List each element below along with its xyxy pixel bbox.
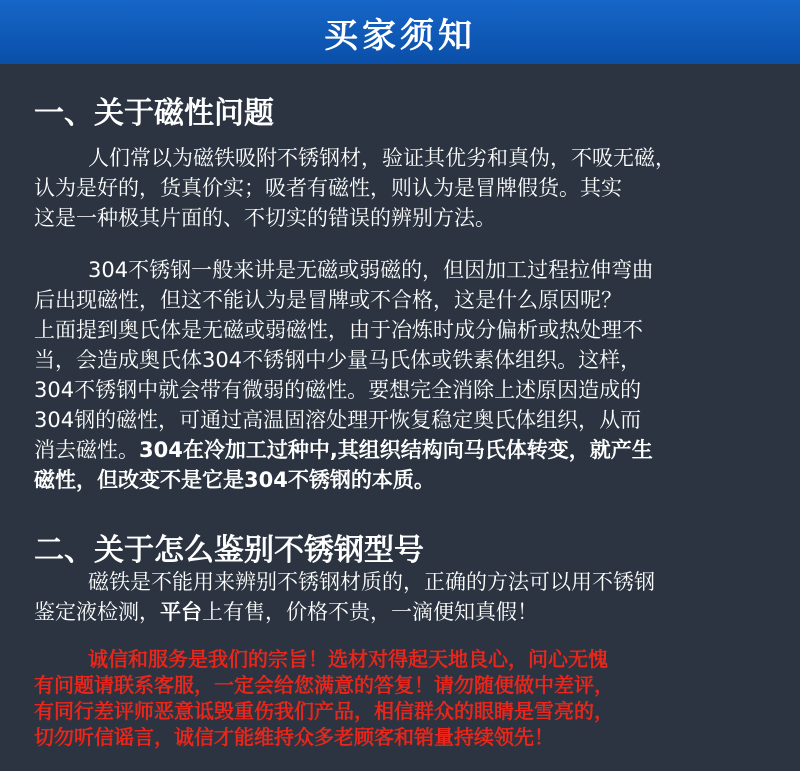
section1-heading: 一、关于磁性问题 <box>34 96 274 131</box>
page-title: 买家须知 <box>324 15 476 56</box>
paragraph-text: 上有售，价格不贵，一滴便知真假！ <box>202 600 538 624</box>
emphasis-text: 磁性，但改变不是它是304不锈钢的本质。 <box>34 468 435 492</box>
notice-line: 有问题请联系客服，一定会给您满意的答复！请勿随便做中差评， <box>34 673 614 697</box>
notice-line: 有同行差评师恶意诋毁重伤我们产品，相信群众的眼睛是雪亮的， <box>34 699 614 723</box>
paragraph-line <box>34 435 784 465</box>
paragraph-line: 磁铁是不能用来辨别不锈钢材质的，正确的方法可以用不锈钢 <box>88 570 655 594</box>
seller-notice <box>34 646 794 750</box>
paragraph-line: 304钢的磁性，可通过高温固溶处理开恢复稳定奥氏体组织，从而 <box>34 408 642 432</box>
paragraph-text: 消去磁性。 <box>34 438 139 462</box>
paragraph-line: 人们常以为磁铁吸附不锈钢材，验证其优劣和真伪，不吸无磁， <box>88 146 676 170</box>
paragraph-text: 鉴定液检测， <box>34 600 160 624</box>
paragraph-line <box>34 597 784 627</box>
emphasis-text: 平台 <box>160 600 202 624</box>
header-banner <box>0 0 800 64</box>
paragraph-line: 后出现磁性，但这不能认为是冒牌或不合格，这是什么原因呢？ <box>34 288 622 312</box>
section2-heading: 二、关于怎么鉴别不锈钢型号 <box>34 533 424 568</box>
paragraph-line: 304不锈钢一般来讲是无磁或弱磁的，但因加工过程拉伸弯曲 <box>88 258 654 282</box>
section2-paragraph <box>34 567 784 627</box>
paragraph-line: 304不锈钢中就会带有微弱的磁性。要想完全消除上述原因造成的 <box>34 378 642 402</box>
paragraph-line: 这是一种极其片面的、不切实的错误的辨别方法。 <box>34 206 496 230</box>
section1-paragraph1 <box>34 143 784 233</box>
paragraph-line: 认为是好的，货真价实；吸者有磁性，则认为是冒牌假货。其实 <box>34 176 622 200</box>
paragraph-line: 上面提到奥氏体是无磁或弱磁性，由于冶炼时成分偏析或热处理不 <box>34 318 643 342</box>
paragraph-line: 当，会造成奥氏体304不锈钢中少量马氏体或铁素体组织。这样， <box>34 348 642 372</box>
emphasis-text: 304在冷加工过种中,其组织结构向马氏体转变，就产生 <box>139 438 653 462</box>
section1-paragraph2 <box>34 255 784 495</box>
notice-line: 诚信和服务是我们的宗旨！选材对得起天地良心，问心无愧 <box>88 647 608 671</box>
notice-line: 切勿听信谣言，诚信才能维持众多老顾客和销量持续领先！ <box>34 725 554 749</box>
